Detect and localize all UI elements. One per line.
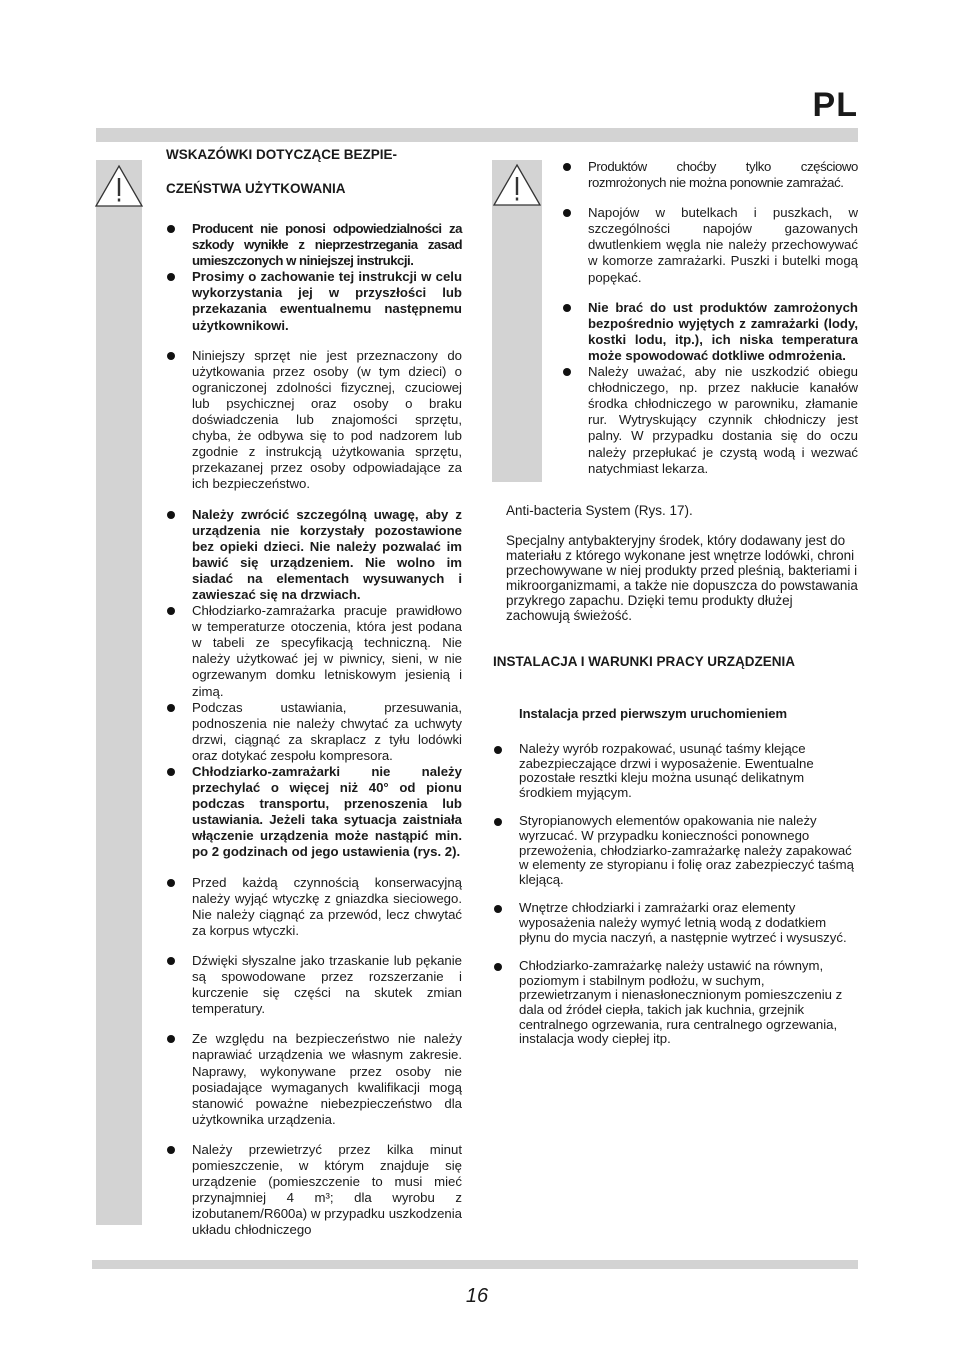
list-item: Niniejszy sprzęt nie jest przeznaczony do użytkowania przez osoby (w tym dzieci) o ograniczonej zdolności fizycznej, czuciowej lub psychicznej oraz osoby o braku doświadczenia lub znajomości sprzętu, chyba, że odbywa się to pod nadzorem lub zgodnie z instrukcją użytkowania sprzętu, przekazanej przez osoby odpowiadające za ich bezpieczeństwo. (166, 348, 462, 493)
list-item: Należy przewietrzyć przez kilka minut pomieszczenie, w którym znajduje się urządzenie (pomieszczenie to musi mieć przynajmniej 4 m³; dla wyrobu z izobutanem/R600a) w przypadku uszkodzenia układu chłodniczego (166, 1142, 462, 1239)
safety-list-left (166, 221, 462, 1238)
list-item: Nie brać do ust produktów zamrożonych bezpośrednio wyjętych z zamrażarki (lody, kostki lodu, itp.), ich niska temperatura może spowodować dotkliwe odmrożenia. (562, 300, 858, 364)
list-item: Chłodziarko-zamrażarka pracuje prawidłowo w temperaturze otoczenia, która jest podana w tabeli ze specyfikacją techniczną. Nie należy użytkować jej w piwnicy, sieni, w nie ogrzewanym domku letniskowym jesienią i zimą. (166, 603, 462, 700)
list-item: Napojów w butelkach i puszkach, w szczególności napojów gazowanych dwutlenkiem węgla nie należy przechowywać w komorze zamrażarki. Puszki i butelki mogą popękać. (562, 205, 858, 285)
anti-bacteria-text: Specjalny antybakteryjny środek, który dodawany jest do materiału z którego wykonane jest wnętrze lodówki, chroni przechowywane w niej produkty przed pleśnią, bakteriami i mikroorganizmami, a także nie dopuszcza do powstawania przykrego zapachu. Dzięki temu produkty dłużej zachowują świeżość. (506, 533, 858, 623)
footer-rule (92, 1260, 858, 1269)
left-warning-band (96, 160, 142, 1225)
language-code: PL (812, 86, 858, 124)
right-warning-band (492, 160, 542, 482)
list-item: Chłodziarko-zamrażarki nie należy przechylać o więcej niż 40° od pionu podczas transportu, przenoszenia lub ustawiania. Jeżeli taka sytuacja zaistniała włączenie urządzenia może nastąpić min. po 2 godzinach od jego ustawienia (rys. 2). (166, 764, 462, 861)
list-item: Produktów choćby tylko częściowo rozmrożonych nie można ponownie zamrażać. (562, 159, 858, 191)
list-item: Prosimy o zachowanie tej instrukcji w celu wykorzystania jej w przyszłości lub przekazania ewentualnemu następnemu użytkownikowi. (166, 269, 462, 333)
list-item: Styropianowych elementów opakowania nie należy wyrzucać. W przypadku konieczności ponownego przewożenia, chłodziarko-zamrażarkę należy zapakować w elementy ze styropianu i folię oraz zabezpieczyć taśmą klejącą. (493, 814, 858, 887)
list-item: Należy uważać, aby nie uszkodzić obiegu chłodniczego, np. przez nakłucie kanałów środka chłodniczego w parowniku, złamanie rur. Wytryskujący czynnik chłodniczy jest palny. W przypadku dostania się do oczu należy przepłukać je czystą wodą i wezwać natychmiast lekarza. (562, 364, 858, 477)
list-item: Podczas ustawiania, przesuwania, podnoszenia nie należy chwytać za uchwyty drzwi, ciągnąć za skraplacz z tyłu lodówki oraz dotykać zespołu kompresora. (166, 700, 462, 764)
list-item: Należy wyrób rozpakować, usunąć taśmy klejące zabezpieczające drzwi i wyposażenie. Ewentualne pozostałe resztki kleju można usunąć delikatnym środkiem myjącym. (493, 742, 858, 800)
safety-title-line-2: CZEŃSTWA UŻYTKOWANIA (166, 181, 346, 196)
installation-section-title: INSTALACJA I WARUNKI PRACY URZĄDZENIA (493, 654, 796, 669)
installation-subtitle: Instalacja przed pierwszym uruchomieniem (519, 706, 788, 721)
warning-triangle-icon (94, 164, 144, 208)
safety-list-right (562, 159, 858, 477)
page-number: 16 (465, 1285, 489, 1307)
list-item: Chłodziarko-zamrażarkę należy ustawić na równym, poziomym i stabilnym podłożu, w suchym, przewietrzanym i nienasłonecznionym pomieszczeniu z dala od źródeł ciepła, takich jak kuchnia, grzejnik centralnego ogrzewania, rura centralnego ogrzewania, instalacja wody ciepłej itp. (493, 959, 858, 1047)
list-item: Producent nie ponosi odpowiedzialności za szkody wynikłe z nieprzestrzegania zasad umieszczonych w niniejszej instrukcji. (166, 221, 462, 269)
safety-title-line-1: WSKAZÓWKI DOTYCZĄCE BEZPIE- (166, 147, 397, 162)
list-item: Przed każdą czynnością konserwacyjną należy wyjąć wtyczkę z gniazdka sieciowego. Nie należy ciągnąć za przewód, lecz chwytać za korpus wtyczki. (166, 875, 462, 939)
list-item: Ze względu na bezpieczeństwo nie należy naprawiać urządzenia we własnym zakresie. Naprawy, wykonywane przez osoby nie posiadające wymaganych kwalifikacji mogą stanowić poważne niebezpieczeństwo dla użytkownika urządzenia. (166, 1031, 462, 1128)
anti-bacteria-title: Anti-bacteria System (Rys. 17). (506, 503, 693, 518)
installation-list (493, 742, 858, 1061)
list-item: Należy zwrócić szczególną uwagę, aby z urządzenia nie korzystały pozostawione bez opieki dzieci. Nie należy pozwalać im bawić się urządzeniem. Nie wolno im siadać na elementach wysuwanych i zawieszać się na drzwiach. (166, 507, 462, 604)
list-item: Wnętrze chłodziarki i zamrażarki oraz elementy wyposażenia należy wymyć letnią wodą z dodatkiem płynu do mycia naczyń, a następnie wytrzeć i wysuszyć. (493, 901, 858, 945)
warning-triangle-icon (492, 163, 542, 207)
list-item: Dźwięki słyszalne jako trzaskanie lub pękanie są spowodowane przez rozszerzanie i kurczenie się części na skutek zmian temperatury. (166, 953, 462, 1017)
safety-section-title (166, 138, 466, 206)
